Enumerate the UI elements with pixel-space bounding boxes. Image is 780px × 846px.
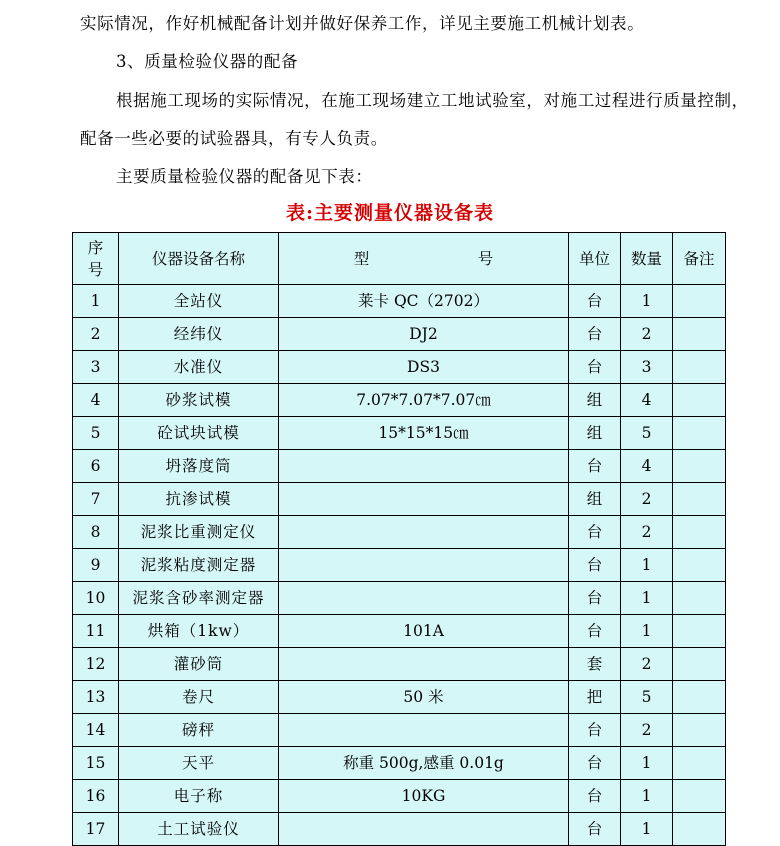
cell-model — [279, 516, 569, 549]
cell-model: DJ2 — [279, 318, 569, 351]
cell-unit: 台 — [569, 285, 621, 318]
cell-name: 灌砂筒 — [119, 648, 279, 681]
cell-name: 卷尺 — [119, 681, 279, 714]
cell-name: 抗渗试模 — [119, 483, 279, 516]
table-row — [73, 747, 726, 780]
header-note: 备注 — [673, 233, 726, 285]
cell-model — [279, 582, 569, 615]
cell-unit: 组 — [569, 483, 621, 516]
cell-seq: 7 — [73, 483, 119, 516]
cell-name: 电子称 — [119, 780, 279, 813]
cell-name: 天平 — [119, 747, 279, 780]
cell-note — [673, 483, 726, 516]
cell-model: 10KG — [279, 780, 569, 813]
header-qty: 数量 — [621, 233, 673, 285]
cell-model: 莱卡 QC（2702） — [279, 285, 569, 318]
table-row — [73, 615, 726, 648]
cell-model: 101A — [279, 615, 569, 648]
table-header-row — [73, 233, 726, 285]
cell-note — [673, 681, 726, 714]
cell-name: 土工试验仪 — [119, 813, 279, 846]
table-body — [73, 285, 726, 846]
cell-model — [279, 549, 569, 582]
cell-seq: 14 — [73, 714, 119, 747]
cell-unit: 台 — [569, 351, 621, 384]
header-unit: 单位 — [569, 233, 621, 285]
cell-model — [279, 483, 569, 516]
paragraph-3: 配备一些必要的试验器具，有专人负责。 — [80, 129, 388, 148]
cell-qty: 2 — [621, 714, 673, 747]
cell-qty: 1 — [621, 582, 673, 615]
table-row — [73, 681, 726, 714]
cell-note — [673, 318, 726, 351]
cell-unit: 组 — [569, 384, 621, 417]
cell-seq: 17 — [73, 813, 119, 846]
cell-seq: 6 — [73, 450, 119, 483]
cell-unit: 台 — [569, 813, 621, 846]
cell-name: 泥浆含砂率测定器 — [119, 582, 279, 615]
table-row — [73, 417, 726, 450]
cell-name: 泥浆粘度测定器 — [119, 549, 279, 582]
cell-note — [673, 516, 726, 549]
cell-qty: 4 — [621, 384, 673, 417]
cell-note — [673, 714, 726, 747]
cell-qty: 5 — [621, 417, 673, 450]
cell-qty: 2 — [621, 318, 673, 351]
cell-unit: 组 — [569, 417, 621, 450]
cell-qty: 4 — [621, 450, 673, 483]
cell-unit: 台 — [569, 582, 621, 615]
header-seq — [73, 233, 119, 285]
paragraph-1: 实际情况，作好机械配备计划并做好保养工作，详见主要施工机械计划表。 — [80, 14, 645, 33]
header-seq-line2: 号 — [87, 260, 104, 279]
cell-model: 15*15*15㎝ — [279, 417, 569, 450]
cell-note — [673, 615, 726, 648]
section-heading: 3、质量检验仪器的配备 — [116, 52, 299, 71]
cell-unit: 台 — [569, 549, 621, 582]
cell-qty: 1 — [621, 285, 673, 318]
cell-model: 7.07*7.07*7.07㎝ — [279, 384, 569, 417]
cell-note — [673, 549, 726, 582]
cell-seq: 15 — [73, 747, 119, 780]
cell-qty: 3 — [621, 351, 673, 384]
cell-qty: 1 — [621, 747, 673, 780]
cell-name: 磅秤 — [119, 714, 279, 747]
cell-note — [673, 384, 726, 417]
cell-name: 砂浆试模 — [119, 384, 279, 417]
table-row — [73, 384, 726, 417]
cell-qty: 5 — [621, 681, 673, 714]
paragraph-4: 主要质量检验仪器的配备见下表： — [116, 167, 373, 186]
cell-unit: 套 — [569, 648, 621, 681]
cell-qty: 1 — [621, 813, 673, 846]
cell-unit: 台 — [569, 516, 621, 549]
cell-unit: 把 — [569, 681, 621, 714]
cell-note — [673, 747, 726, 780]
cell-model — [279, 648, 569, 681]
cell-seq: 10 — [73, 582, 119, 615]
cell-unit: 台 — [569, 318, 621, 351]
equipment-table — [72, 232, 726, 846]
cell-seq: 16 — [73, 780, 119, 813]
cell-seq: 13 — [73, 681, 119, 714]
cell-qty: 2 — [621, 483, 673, 516]
table-row — [73, 648, 726, 681]
cell-unit: 台 — [569, 615, 621, 648]
cell-model: DS3 — [279, 351, 569, 384]
cell-seq: 2 — [73, 318, 119, 351]
cell-name: 全站仪 — [119, 285, 279, 318]
cell-name: 经纬仪 — [119, 318, 279, 351]
cell-seq: 12 — [73, 648, 119, 681]
table-row — [73, 780, 726, 813]
cell-qty: 1 — [621, 549, 673, 582]
cell-seq: 3 — [73, 351, 119, 384]
cell-name: 水准仪 — [119, 351, 279, 384]
cell-model — [279, 450, 569, 483]
cell-note — [673, 450, 726, 483]
header-model: 型 号 — [279, 233, 569, 285]
header-name: 仪器设备名称 — [119, 233, 279, 285]
table-row — [73, 813, 726, 846]
table-row — [73, 582, 726, 615]
table-row — [73, 549, 726, 582]
cell-qty: 2 — [621, 648, 673, 681]
cell-unit: 台 — [569, 747, 621, 780]
cell-note — [673, 780, 726, 813]
cell-name: 烘箱（1kw） — [119, 615, 279, 648]
cell-model — [279, 714, 569, 747]
cell-note — [673, 648, 726, 681]
cell-qty: 1 — [621, 615, 673, 648]
table-row — [73, 714, 726, 747]
cell-name: 坍落度筒 — [119, 450, 279, 483]
cell-seq: 11 — [73, 615, 119, 648]
cell-seq: 9 — [73, 549, 119, 582]
cell-qty: 1 — [621, 780, 673, 813]
table-row — [73, 516, 726, 549]
cell-seq: 8 — [73, 516, 119, 549]
cell-unit: 台 — [569, 714, 621, 747]
cell-note — [673, 351, 726, 384]
cell-unit: 台 — [569, 780, 621, 813]
cell-unit: 台 — [569, 450, 621, 483]
header-seq-line1: 序 — [87, 238, 104, 257]
paragraph-2: 根据施工现场的实际情况，在施工现场建立工地试验室，对施工过程进行质量控制， — [116, 91, 749, 110]
cell-name: 砼试块试模 — [119, 417, 279, 450]
cell-note — [673, 417, 726, 450]
cell-seq: 1 — [73, 285, 119, 318]
table-row — [73, 318, 726, 351]
cell-name: 泥浆比重测定仪 — [119, 516, 279, 549]
table-row — [73, 285, 726, 318]
cell-seq: 4 — [73, 384, 119, 417]
cell-note — [673, 582, 726, 615]
table-row — [73, 483, 726, 516]
cell-qty: 2 — [621, 516, 673, 549]
cell-seq: 5 — [73, 417, 119, 450]
table-row — [73, 351, 726, 384]
cell-model: 称重 500g,感重 0.01g — [279, 747, 569, 780]
cell-note — [673, 285, 726, 318]
cell-model: 50 米 — [279, 681, 569, 714]
cell-model — [279, 813, 569, 846]
table-title: 表:主要测量仪器设备表 — [285, 202, 494, 224]
table-row — [73, 450, 726, 483]
cell-note — [673, 813, 726, 846]
